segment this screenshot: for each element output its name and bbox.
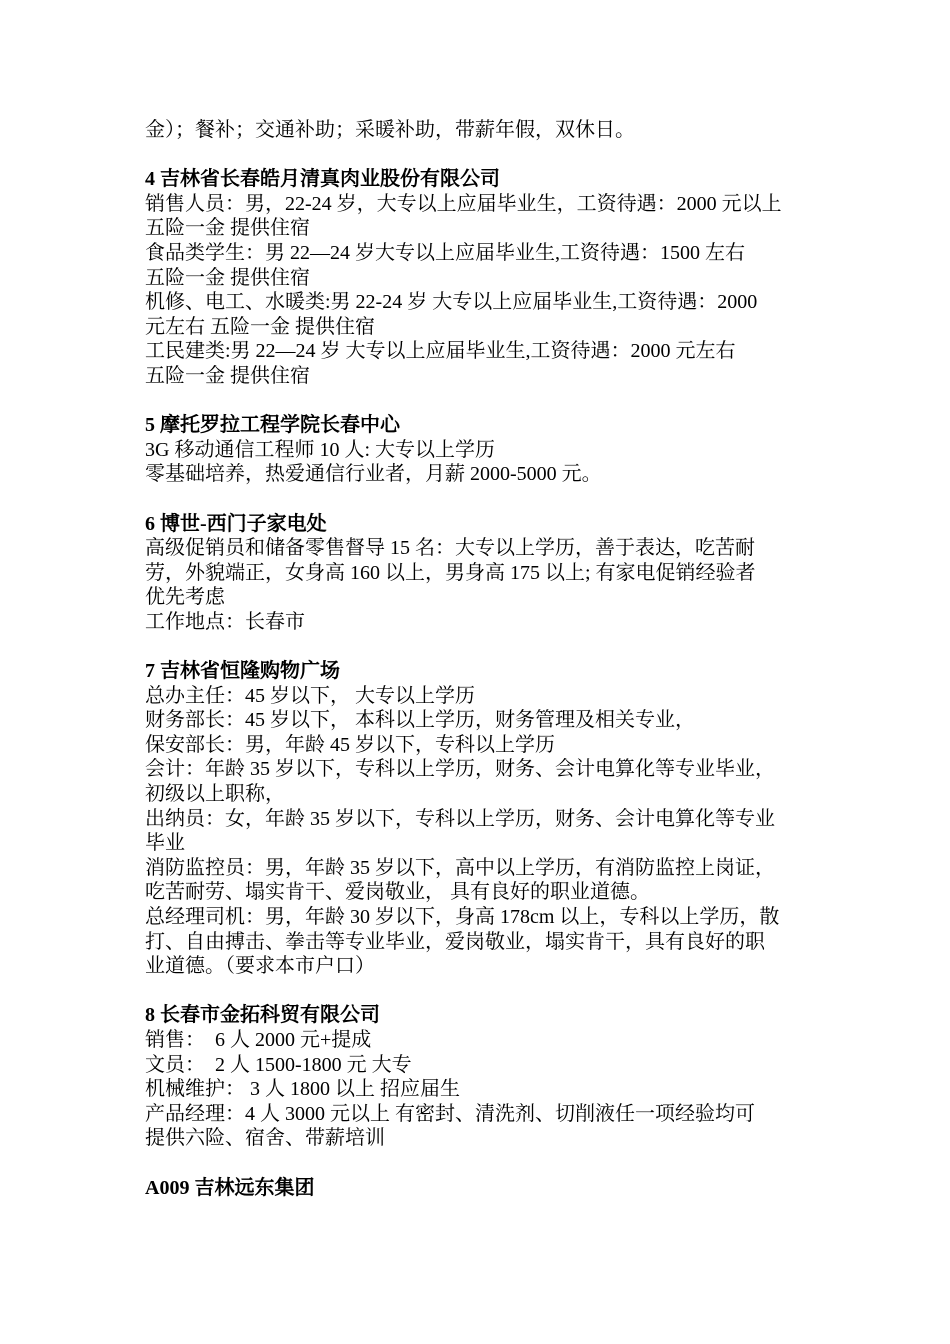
section-heading: A009 吉林远东集团 xyxy=(145,1176,315,1199)
section-line: 初级以上职称， xyxy=(145,783,285,806)
section-haoyue xyxy=(145,167,810,388)
section-jintuo xyxy=(145,1003,810,1151)
paragraph-gap xyxy=(145,389,810,414)
section-line: 食品类学生：男 22—24 岁大专以上应届毕业生,工资待遇：1500 左右 xyxy=(145,241,745,264)
section-line: 3G 移动通信工程师 10 人: 大专以上学历 xyxy=(145,438,495,461)
section-line: 文员： 2 人 1500-1800 元 大专 xyxy=(145,1053,412,1076)
section-line: 销售人员：男，22-24 岁，大专以上应届毕业生，工资待遇：2000 元以上 xyxy=(145,192,782,215)
section-heading: 8 长春市金拓科贸有限公司 xyxy=(145,1004,380,1027)
section-yuandong xyxy=(145,1176,810,1201)
section-line: 高级促销员和储备零售督导 15 名：大专以上学历，善于表达，吃苦耐 xyxy=(145,537,755,560)
section-heading: 7 吉林省恒隆购物广场 xyxy=(145,660,340,683)
section-heading: 6 博世-西门子家电处 xyxy=(145,512,327,535)
section-motorola xyxy=(145,413,810,487)
document-page xyxy=(145,118,810,1200)
section-heading: 5 摩托罗拉工程学院长春中心 xyxy=(145,414,400,437)
paragraph-gap xyxy=(145,487,810,512)
section-line: 保安部长：男，年龄 45 岁以下，专科以上学历 xyxy=(145,733,555,756)
section-heading: 4 吉林省长春皓月清真肉业股份有限公司 xyxy=(145,168,500,191)
section-line: 零基础培养，热爱通信行业者，月薪 2000-5000 元。 xyxy=(145,463,602,486)
section-line: 工作地点：长春市 xyxy=(145,610,305,633)
section-line: 元左右 五险一金 提供住宿 xyxy=(145,315,375,338)
paragraph-gap xyxy=(145,1151,810,1176)
paragraph-gap xyxy=(145,143,810,168)
section-line: 五险一金 提供住宿 xyxy=(145,266,310,289)
section-line: 会计：年龄 35 岁以下，专科以上学历，财务、会计电算化等专业毕业， xyxy=(145,758,775,781)
section-line: 毕业 xyxy=(145,832,185,855)
section-line: 五险一金 提供住宿 xyxy=(145,217,310,240)
section-line: 出纳员：女，年龄 35 岁以下，专科以上学历，财务、会计电算化等专业 xyxy=(145,807,775,830)
intro-line: 金）；餐补；交通补助；采暖补助，带薪年假，双休日。 xyxy=(145,119,635,141)
section-line: 优先考虑 xyxy=(145,586,225,609)
section-line: 机械维护： 3 人 1800 以上 招应届生 xyxy=(145,1078,460,1101)
section-line: 业道德。（要求本市户口） xyxy=(145,955,375,978)
section-line: 销售： 6 人 2000 元+提成 xyxy=(145,1028,372,1051)
section-bosch-siemens xyxy=(145,512,810,635)
section-line: 吃苦耐劳、塌实肯干、爱岗敬业， 具有良好的职业道德。 xyxy=(145,881,650,904)
section-line: 财务部长：45 岁以下， 本科以上学历，财务管理及相关专业， xyxy=(145,709,695,732)
section-line: 消防监控员：男，年龄 35 岁以下，高中以上学历，有消防监控上岗证， xyxy=(145,856,775,879)
paragraph-gap xyxy=(145,634,810,659)
section-line: 产品经理：4 人 3000 元以上 有密封、清洗剂、切削液任一项经验均可 xyxy=(145,1102,755,1125)
section-line: 工民建类:男 22—24 岁 大专以上应届毕业生,工资待遇：2000 元左右 xyxy=(145,340,736,363)
section-henglong xyxy=(145,659,810,979)
section-line: 五险一金 提供住宿 xyxy=(145,364,310,387)
section-line: 劳，外貌端正，女身高 160 以上，男身高 175 以上; 有家电促销经验者 xyxy=(145,561,756,584)
section-line: 机修、电工、水暖类:男 22-24 岁 大专以上应届毕业生,工资待遇：2000 xyxy=(145,291,758,314)
section-line: 提供六险、宿舍、带薪培训 xyxy=(145,1127,385,1150)
section-line: 总办主任：45 岁以下， 大专以上学历 xyxy=(145,684,475,707)
section-line: 打、自由搏击、拳击等专业毕业，爱岗敬业，塌实肯干，具有良好的职 xyxy=(145,930,765,953)
section-line: 总经理司机：男，年龄 30 岁以下，身高 178cm 以上，专科以上学历，散 xyxy=(145,906,780,928)
paragraph-gap xyxy=(145,979,810,1004)
